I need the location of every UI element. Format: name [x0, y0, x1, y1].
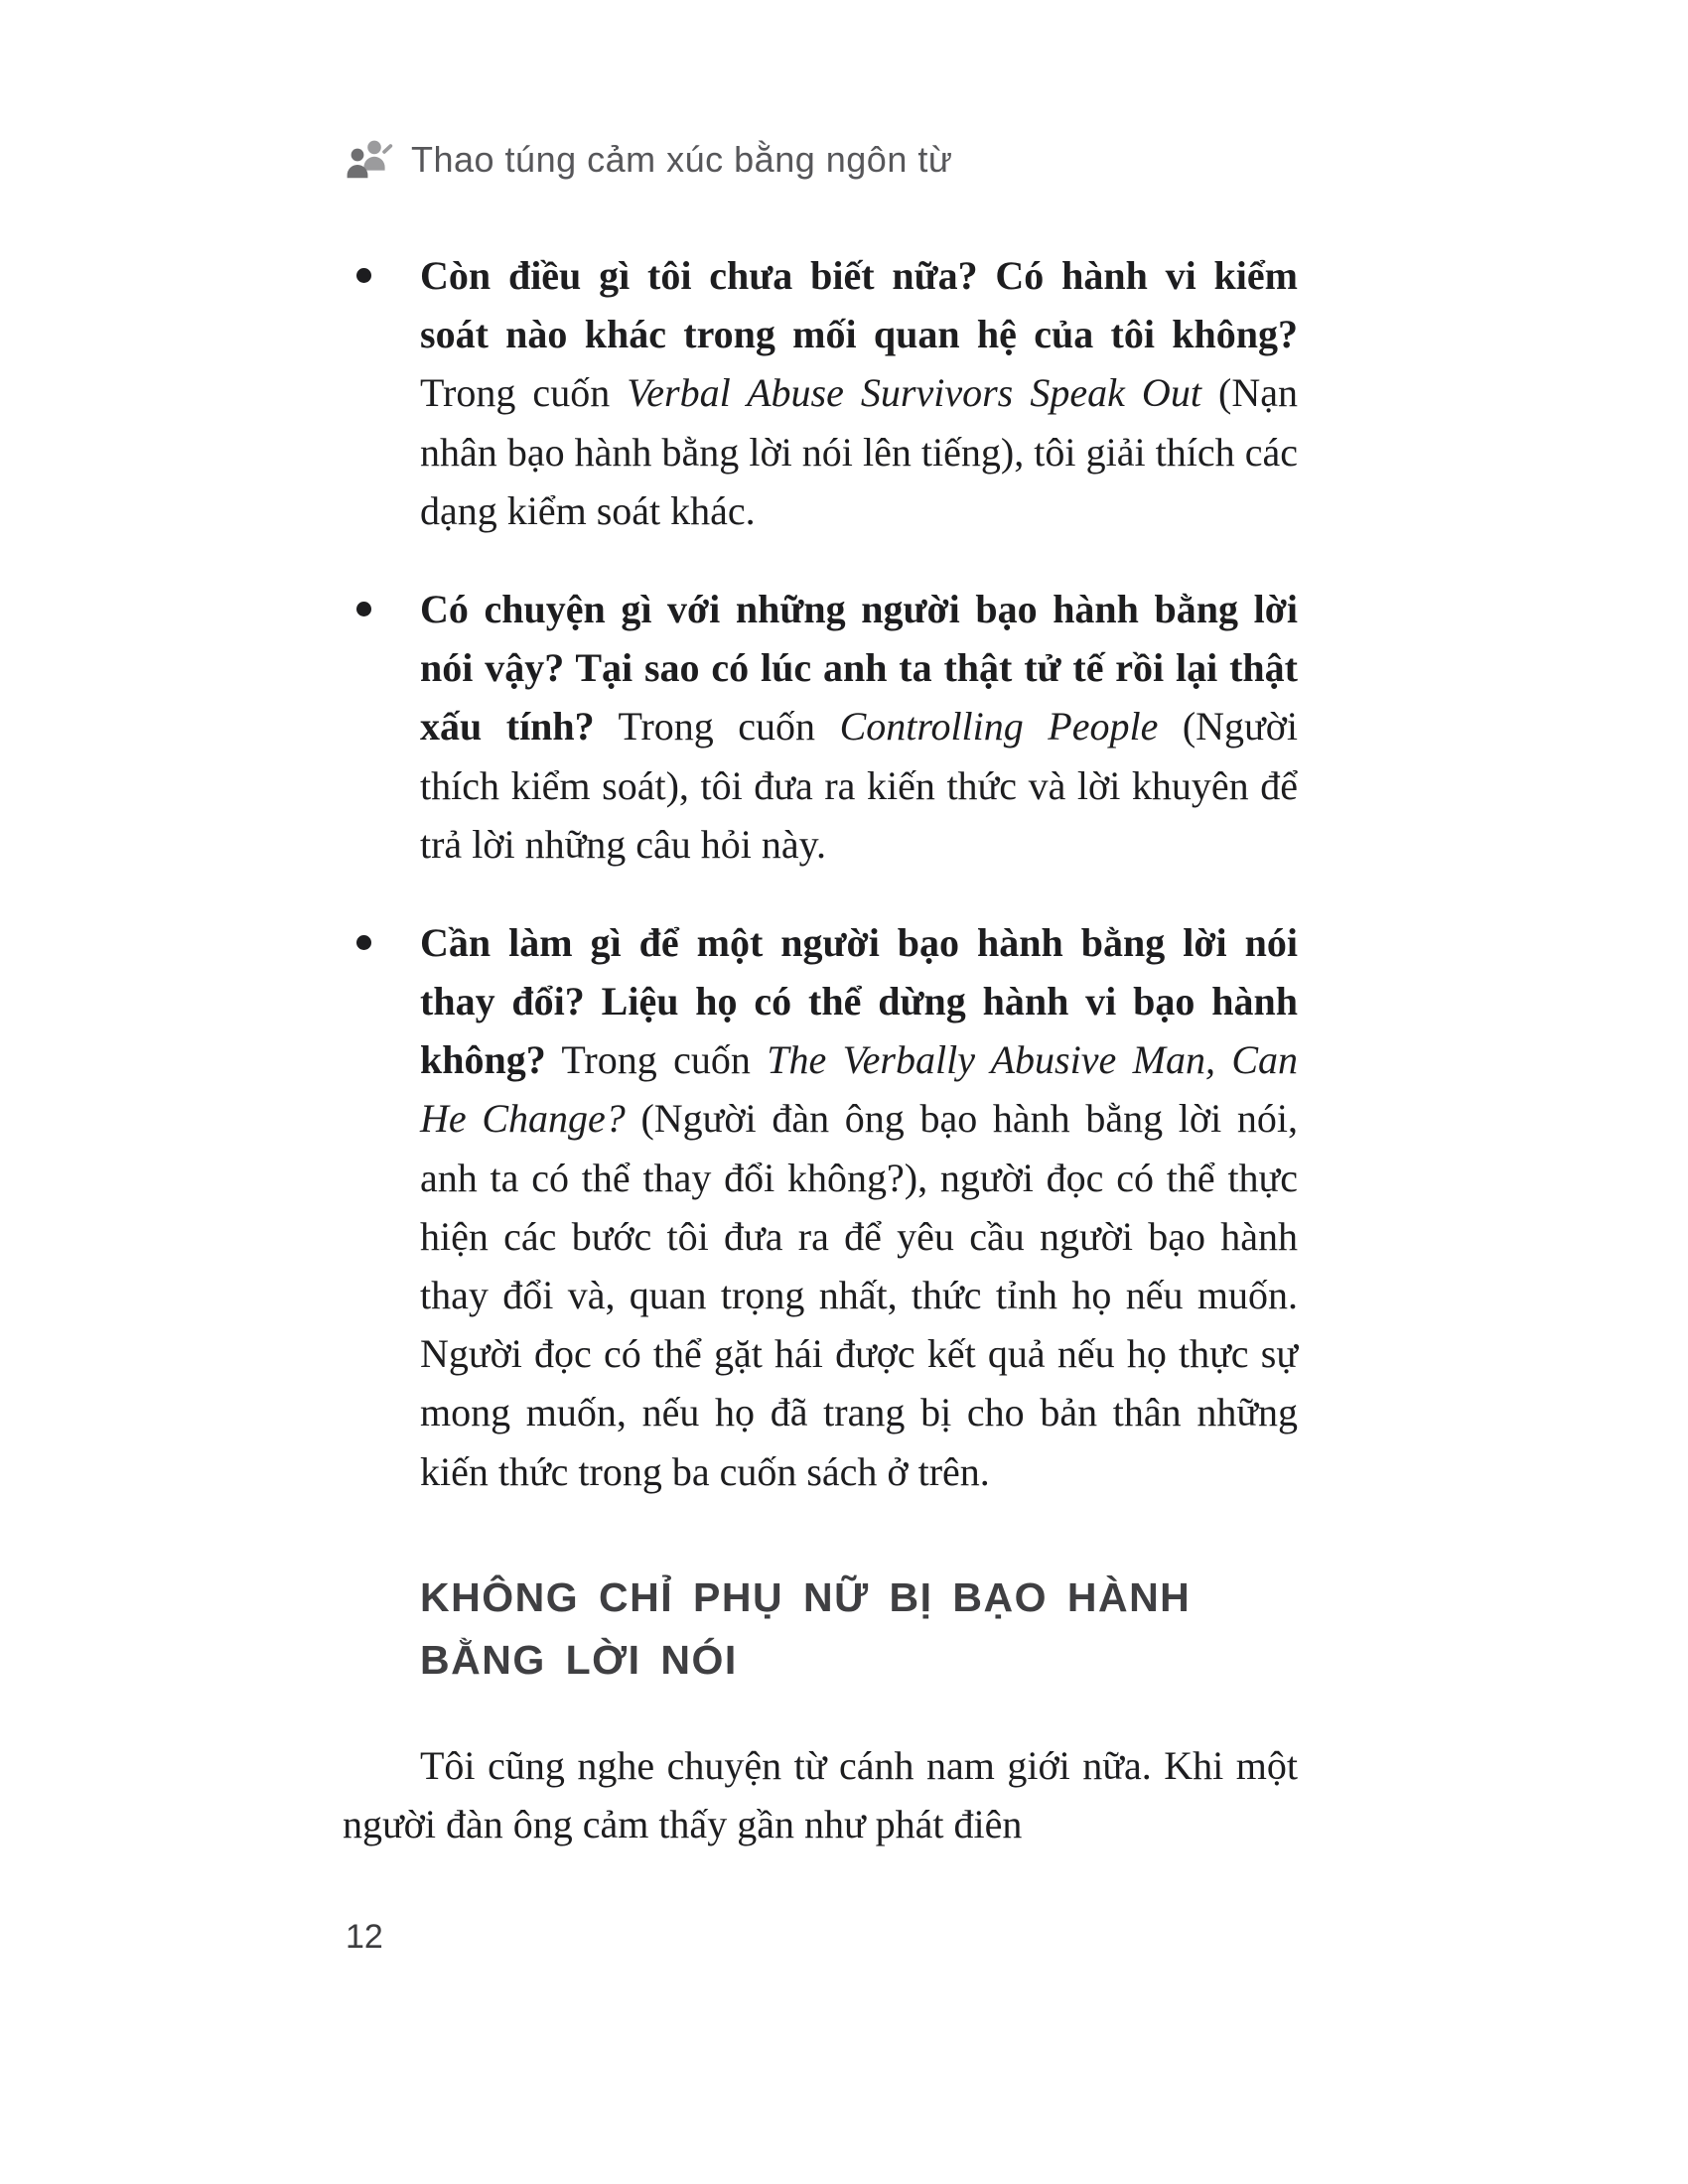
bullet-item — [343, 913, 1298, 1501]
body-paragraph: Tôi cũng nghe chuyện từ cánh nam giới nữa. Khi một người đàn ông cảm thấy gần như phát điên — [343, 1742, 1298, 1847]
bullet-body: (Nạn nhân bạo hành bằng lời nói lên tiếng), tôi giải thích các dạng kiểm soát khác. — [420, 370, 1298, 533]
book-title: Verbal Abuse Survivors Speak Out — [627, 370, 1201, 416]
bullet-body: (Người đàn ông bạo hành bằng lời nói, anh ta có thể thay đổi không?), người đọc có thể thực hiện các bước tôi đưa ra để yêu cầu người bạo hành thay đổi và, quan trọng nhất, thức tỉnh họ nếu muốn. Người đọc có thể gặt hái được kết quả nếu họ thực sự mong muốn, nếu họ đã trang bị cho bản thân những kiến thức trong ba cuốn sách ở trên. — [420, 1096, 1298, 1494]
bullet-question: Còn điều gì tôi chưa biết nữa? Có hành vi kiểm soát nào khác trong mối quan hệ của tôi không? — [420, 253, 1298, 357]
bullet-list — [343, 246, 1298, 1501]
bullet-body: Trong cuốn — [420, 370, 628, 416]
running-head-title: Thao túng cảm xúc bằng ngôn từ — [411, 139, 953, 180]
page-number: 12 — [346, 1918, 383, 1956]
page-content — [343, 246, 1298, 1853]
bullet-marker-icon — [356, 602, 371, 616]
book-title: The Verbally Abusive Man, Can He Change? — [420, 1037, 1298, 1142]
people-icon — [342, 137, 393, 183]
bullet-question: Cần làm gì để một người bạo hành bằng lời nói thay đổi? Liệu họ có thể dừng hành vi bạo hành không? — [420, 919, 1298, 1083]
page-header — [342, 137, 952, 183]
bullet-body: Trong cuốn — [594, 704, 840, 750]
bullet-body: Trong cuốn — [545, 1037, 768, 1083]
bullet-marker-icon — [356, 935, 371, 950]
bullet-marker-icon — [356, 268, 371, 283]
bullet-item — [343, 246, 1298, 540]
bullet-item — [343, 580, 1298, 874]
bullet-body: (Người thích kiểm soát), tôi đưa ra kiến thức và lời khuyên để trả lời những câu hỏi này. — [420, 704, 1298, 867]
section-heading: KHÔNG CHỈ PHỤ NỮ BỊ BẠO HÀNH BẰNG LỜI NÓI — [420, 1573, 1192, 1684]
bullet-question: Có chuyện gì với những người bạo hành bằng lời nói vậy? Tại sao có lúc anh ta thật tử tế rồi lại thật xấu tính? — [420, 586, 1298, 750]
book-title: Controlling People — [839, 704, 1159, 750]
